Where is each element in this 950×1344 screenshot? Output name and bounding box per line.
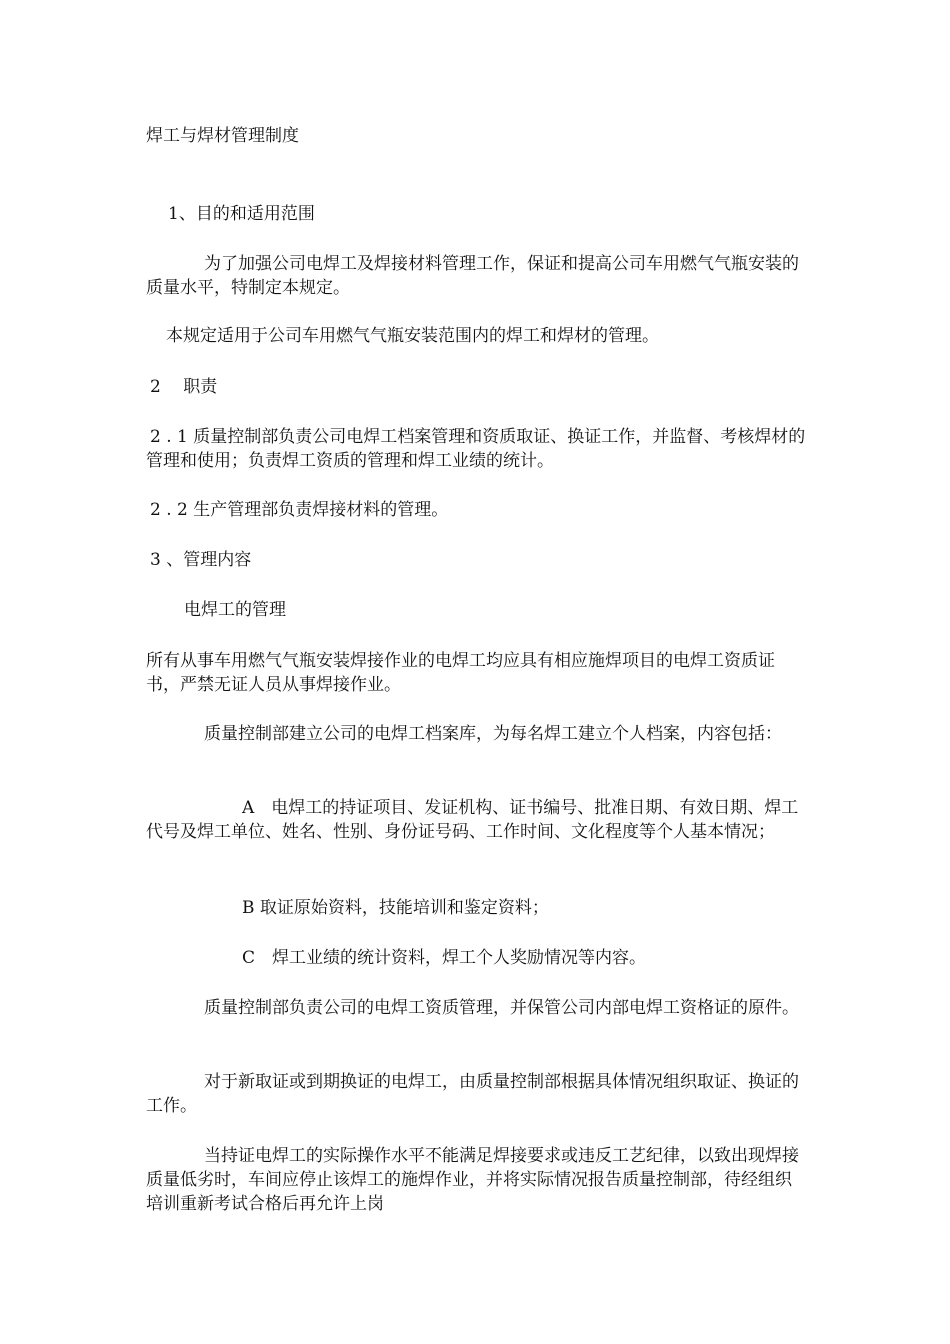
section-1-scope-paragraph: 本规定适用于公司车用燃气气瓶安装范围内的焊工和焊材的管理。 — [166, 326, 659, 346]
archive-item-c: C 焊工业绩的统计资料，焊工个人奖励情况等内容。 — [242, 948, 647, 968]
archive-item-b: B 取证原始资料，技能培训和鉴定资料； — [242, 898, 549, 918]
section-3-subheading: 电焊工的管理 — [184, 600, 286, 620]
archive-item-a: A 电焊工的持证项目、发证机构、证书编号、批准日期、有效日期、焊工代号及焊工单位、姓名、性别、身份证号码、工作时间、文化程度等个人基本情况； — [146, 798, 799, 842]
section-1-purpose-paragraph: 为了加强公司电焊工及焊接材料管理工作，保证和提高公司车用燃气气瓶安装的质量水平，特制定本规定。 — [146, 254, 799, 298]
welder-certification-paragraph: 所有从事车用燃气气瓶安装焊接作业的电焊工均应具有相应施焊项目的电焊工资质证书，严禁无证人员从事焊接作业。 — [146, 651, 775, 695]
qualification-management-paragraph: 质量控制部负责公司的电焊工资质管理，并保管公司内部电焊工资格证的原件。 — [204, 998, 799, 1018]
section-2-1-paragraph: 2 . 1 质量控制部负责公司电焊工档案管理和资质取证、换证工作，并监督、考核焊材的管理和使用；负责焊工资质的管理和焊工业绩的统计。 — [146, 427, 806, 471]
section-2-heading: 2 职责 — [150, 377, 218, 397]
section-1-heading: 1、目的和适用范围 — [168, 204, 315, 224]
welder-archive-paragraph: 质量控制部建立公司的电焊工档案库，为每名焊工建立个人档案，内容包括： — [204, 724, 782, 744]
section-3-heading: 3 、管理内容 — [150, 550, 252, 570]
section-2-2-paragraph: 2 . 2 生产管理部负责焊接材料的管理。 — [150, 500, 449, 520]
document-title: 焊工与焊材管理制度 — [146, 126, 299, 146]
certificate-renewal-paragraph: 对于新取证或到期换证的电焊工，由质量控制部根据具体情况组织取证、换证的工作。 — [146, 1072, 799, 1116]
welder-suspension-paragraph: 当持证电焊工的实际操作水平不能满足焊接要求或违反工艺纪律，以致出现焊接质量低劣时，车间应停止该焊工的施焊作业，并将实际情况报告质量控制部，待经组织培训重新考试合格后再允许上岗 — [146, 1146, 799, 1214]
